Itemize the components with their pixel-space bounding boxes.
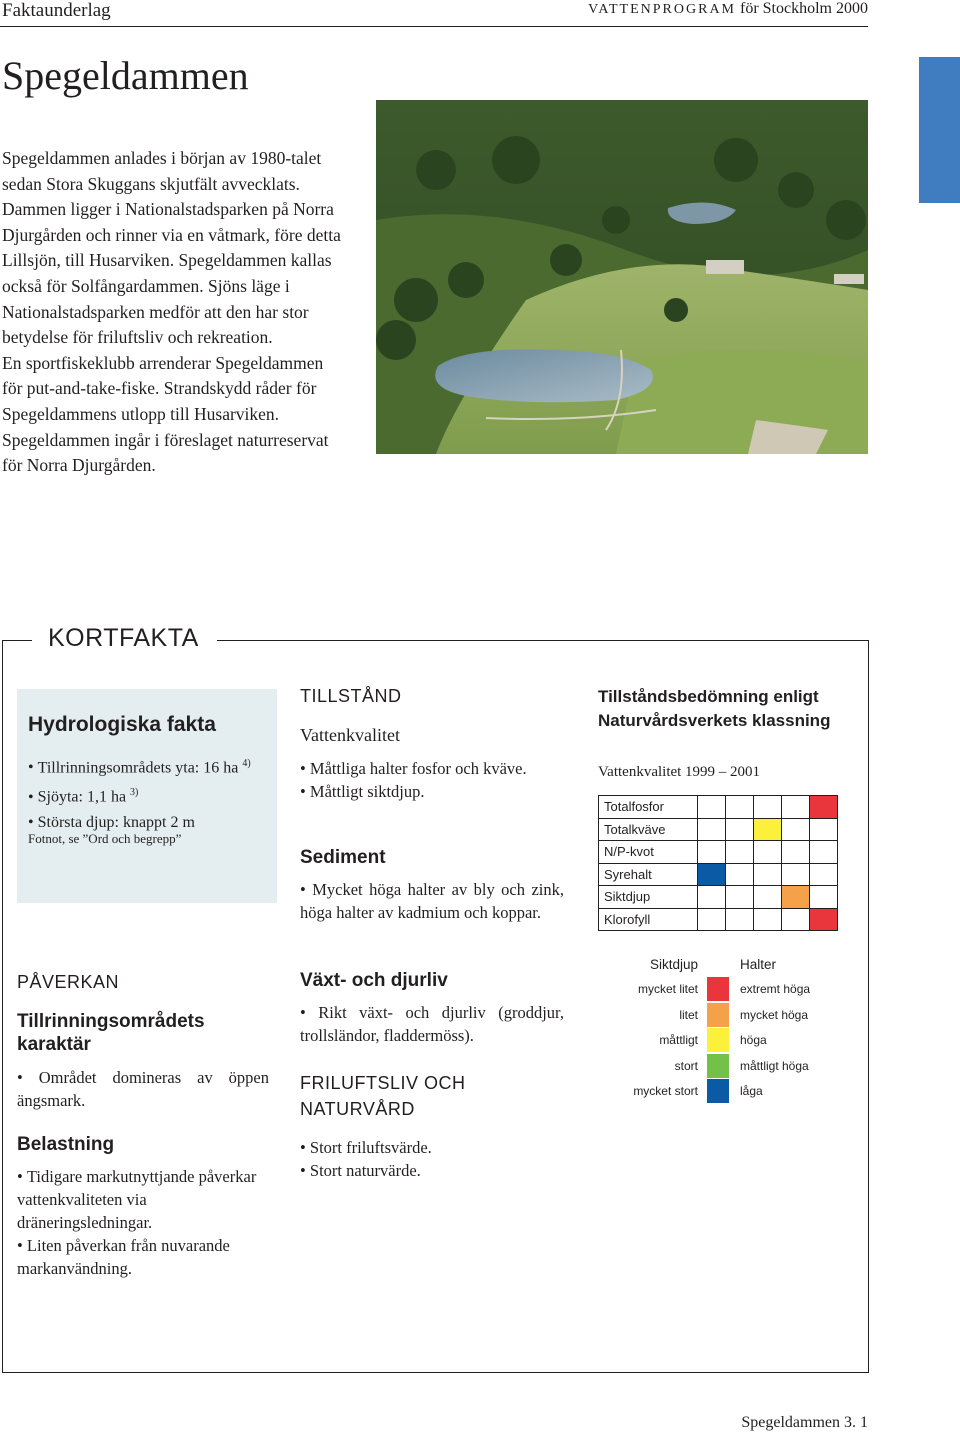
assessment-heading: Tillståndsbedömning enligt Naturvårdsverkets klassning [598,687,831,730]
legend-halter-label: höga [740,1033,767,1047]
vattenkvalitet-item: • Måttliga halter fosfor och kväve. [300,757,570,780]
outdoor-nature-item: • Stort friluftsvärde. [300,1136,432,1159]
outdoor-nature-list [300,1136,432,1182]
assessment-cell-class-1 [698,796,726,819]
sediment-list [300,878,564,924]
assessment-cell-class-1 [698,863,726,886]
assessment-cell-class-4 [782,796,810,819]
hydrology-item-text: Tillrinningsområdets yta: 16 ha [37,759,239,777]
hydrology-box [17,689,277,903]
assessment-row-label: Siktdjup [599,886,698,909]
header-rule [0,26,868,27]
belastning-list [17,1165,275,1280]
legend-siktdjup-label: stort [674,1058,698,1073]
assessment-cell-class-2 [726,908,754,931]
legend-siktdjup-title: Siktdjup [650,957,699,972]
assessment-row [599,908,838,931]
legend-siktdjup-label: mycket litet [637,982,698,996]
fact-box-top-rule-right [217,640,868,641]
fact-box-top-rule-left [2,640,32,641]
assessment-cell-class-3 [754,796,782,819]
vattenkvalitet-list [300,757,570,803]
sediment-item: • Mycket höga halter av bly och zink, höga halter av kadmium och koppar. [300,878,564,924]
legend-siktdjup-label: litet [679,1007,698,1022]
tillstand-heading: TILLSTÅND [300,686,402,706]
footnote-ref: 3) [130,787,139,799]
assessment-grid [598,795,838,931]
assessment-cell-class-2 [726,886,754,909]
aerial-photo [376,100,868,454]
assessment-cell-class-3 [754,863,782,886]
assessment-row [599,818,838,841]
intro-text [2,146,342,479]
assessment-row-label: Klorofyll [599,908,698,931]
assessment-cell-class-4 [782,818,810,841]
outdoor-nature-item: • Stort naturvärde. [300,1159,432,1182]
assessment-cell-class-3 [754,841,782,864]
assessment-row [599,886,838,909]
assessment-row-label: Syrehalt [599,863,698,886]
outdoor-nature-heading: FRILUFTSLIV OCH NATURVÅRD [300,1073,466,1119]
program-suffix: för Stockholm 2000 [736,0,868,17]
legend-halter-label: låga [740,1084,763,1098]
intro-paragraph-2: En sportfiskeklubb arrenderar Spegeldammen för put-and-take-fiske. Strandskydd råder för Spegeldammens utlopp till Husarviken. Spegeldammen ingår i föreslaget naturreservat för Norra Djurgården. [2,352,329,476]
assessment-row-label: Totalkväve [599,818,698,841]
assessment-cell-class-4 [782,886,810,909]
chapter-tab [919,57,960,203]
legend-color-swatch [707,1003,729,1027]
flora-fauna-list [300,1001,564,1047]
legend-color-swatch [707,1079,729,1103]
assessment-cell-class-5 [810,863,838,886]
legend-halter-title: Halter [740,957,777,972]
page-footer: Spegeldammen 3. 1 [741,1414,868,1431]
assessment-cell-class-5 [810,796,838,819]
assessment-row-label: Totalfosfor [599,796,698,819]
hydrology-item [28,751,251,780]
assessment-cell-class-2 [726,796,754,819]
flora-fauna-heading: Växt- och djurliv [300,970,448,991]
sediment-heading: Sediment [300,847,386,868]
assessment-cell-class-5 [810,886,838,909]
page-title: Spegeldammen [2,53,249,98]
legend-siktdjup-label: mycket stort [633,1084,698,1098]
belastning-heading: Belastning [17,1134,115,1155]
assessment-cell-class-4 [782,908,810,931]
assessment-cell-class-3 [754,908,782,931]
aerial-photo-image [376,100,868,454]
vattenkvalitet-item: • Måttligt siktdjup. [300,780,570,803]
hydrology-item [28,780,251,809]
catchment-character-item: • Området domineras av öppen ängsmark. [17,1066,269,1112]
hydrology-item-text: Sjöyta: 1,1 ha [37,788,127,806]
legend-halter-label: måttligt höga [740,1058,809,1073]
assessment-cell-class-1 [698,886,726,909]
vattenkvalitet-heading: Vattenkvalitet [300,725,400,745]
assessment-cell-class-2 [726,818,754,841]
assessment-subtitle: Vattenkvalitet 1999 – 2001 [598,764,761,780]
assessment-cell-class-1 [698,908,726,931]
flora-fauna-item: • Rikt växt- och djurliv (groddjur, trollsländor, fladdermöss). [300,1001,564,1047]
assessment-row [599,796,838,819]
assessment-cell-class-2 [726,863,754,886]
kortfakta-heading: KORTFAKTA [48,624,199,652]
header-section-label: Faktaunderlag [2,0,111,21]
assessment-cell-class-5 [810,818,838,841]
assessment-row [599,841,838,864]
legend-color-swatch [707,977,729,1001]
assessment-cell-class-5 [810,908,838,931]
paverkan-heading: PÅVERKAN [17,972,120,992]
legend-halter-label: extremt höga [740,982,811,996]
legend-color-swatch [707,1054,729,1078]
hydrology-footnote: Fotnot, se ”Ord och begrepp” [28,831,182,846]
assessment-cell-class-3 [754,818,782,841]
hydrology-list [28,751,251,835]
catchment-character-heading: Tillrinningsområdets karaktär [17,1011,205,1055]
belastning-item: • Liten påverkan från nuvarande markanvändning. [17,1234,275,1280]
assessment-cell-class-5 [810,841,838,864]
assessment-cell-class-1 [698,818,726,841]
hydrology-title: Hydrologiska fakta [28,713,216,736]
footnote-ref: 4) [242,758,251,769]
belastning-item: • Tidigare markutnyttjande påverkar vattenkvaliteten via dräneringsledningar. [17,1165,275,1234]
legend-halter-label: mycket höga [740,1007,809,1022]
assessment-cell-class-3 [754,886,782,909]
assessment-cell-class-1 [698,841,726,864]
assessment-row [599,863,838,886]
assessment-cell-class-4 [782,863,810,886]
legend-color-swatch [707,1028,729,1052]
assessment-row-label: N/P-kvot [599,841,698,864]
program-name: VATTENPROGRAM [588,2,736,17]
catchment-character-list [17,1066,269,1112]
intro-paragraph-1: Spegeldammen anlades i början av 1980-talet sedan Stora Skuggans skjutfält avvecklats. Dammen ligger i Nationalstadsparken på Norra Djurgården och rinner via en våtmark, före detta Lillsjön, till Husarviken. Spegeldammen kallas också för Solfångardammen. Sjöns läge i Nationalstadsparken medför att den har stor betydelse för friluftsliv och rekreation. [2,148,341,348]
hydrology-item-text: Största djup: knappt 2 m [37,813,195,831]
header-program-title [588,0,868,18]
assessment-cell-class-4 [782,841,810,864]
legend-siktdjup-label: måttligt [659,1033,698,1047]
assessment-cell-class-2 [726,841,754,864]
